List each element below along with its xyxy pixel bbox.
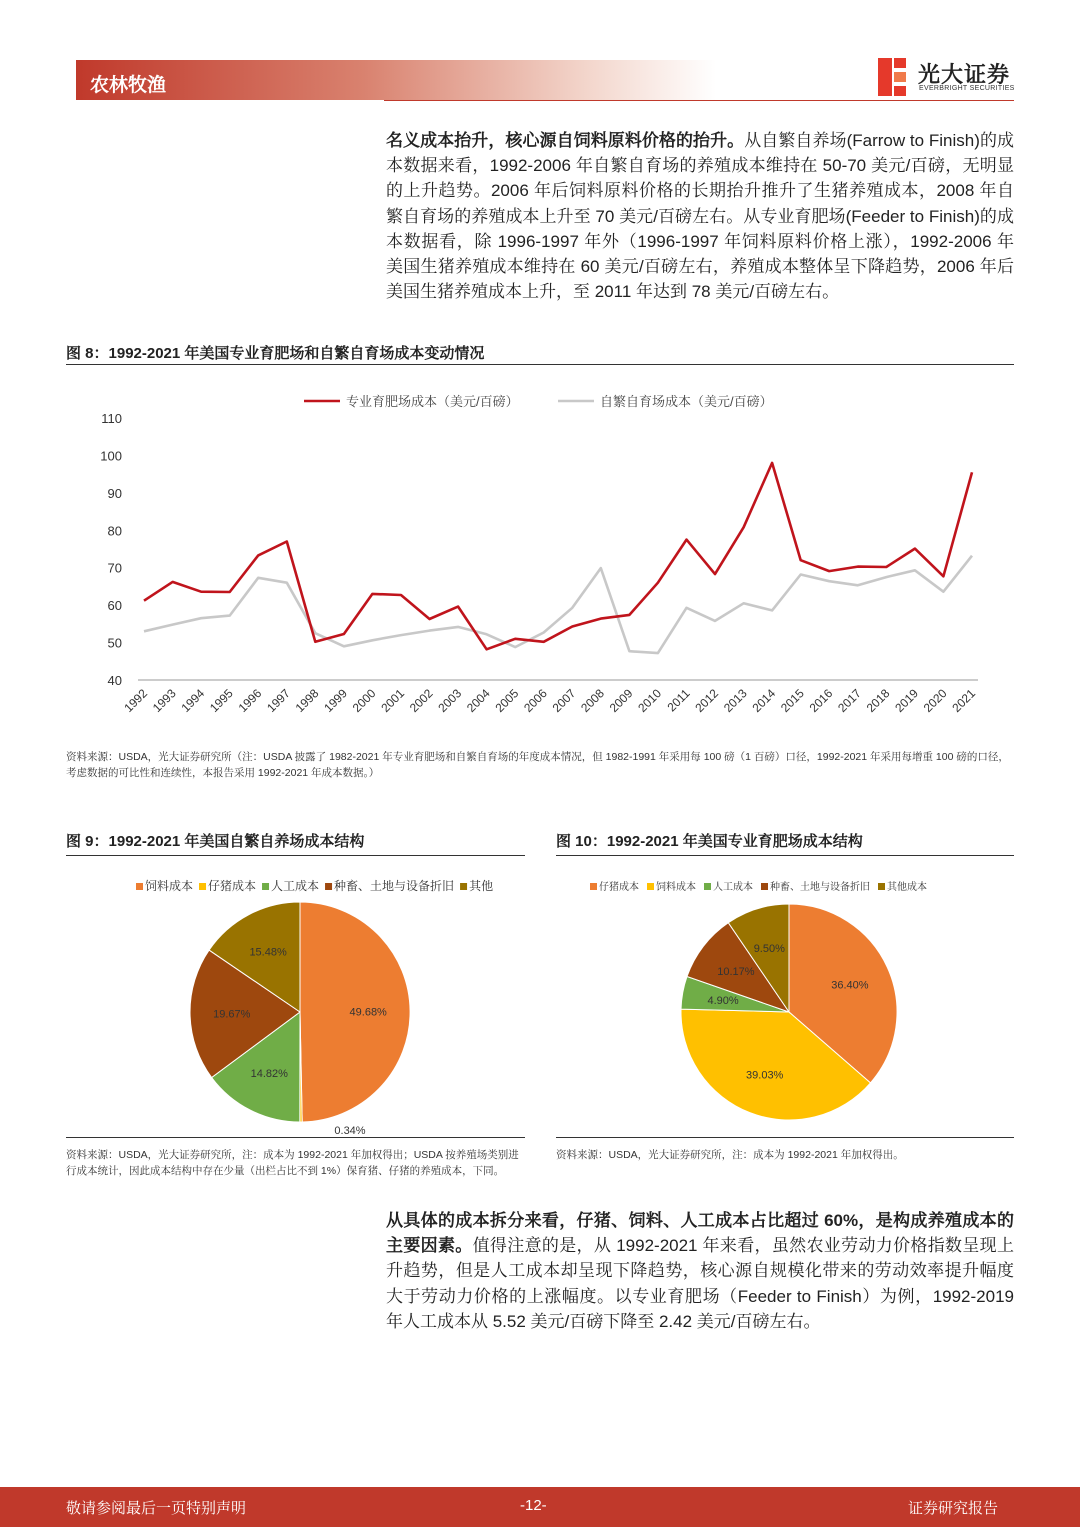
x-tick-2004: 2004 [463,686,493,716]
x-tick-1995: 1995 [206,686,236,716]
y-tick-0: 40 [107,673,122,688]
legend-swatch-1 [199,883,206,890]
legend-swatch-1 [647,883,654,890]
header-band [76,60,716,100]
y-tick-4: 80 [107,523,122,539]
section-title: 农林牧渔 [90,75,167,96]
x-tick-2016: 2016 [806,686,836,716]
x-tick-2000: 2000 [349,686,379,716]
y-tick-1: 50 [107,635,122,651]
legend-label-4: 其他成本 [887,882,927,893]
x-tick-2005: 2005 [492,686,522,716]
x-tick-2001: 2001 [378,686,408,716]
x-tick-2009: 2009 [606,686,636,716]
x-tick-2006: 2006 [521,686,550,716]
x-tick-2018: 2018 [863,686,893,716]
legend-swatch-4 [878,883,885,890]
legend-label-3: 种畜、土地与设备折旧 [770,882,870,893]
y-tick-7: 110 [101,411,122,426]
x-tick-1999: 1999 [321,686,350,716]
fig10-source: 资料来源：USDA，光大证券研究所，注：成本为 1992-2021 年加权得出。 [556,1149,904,1161]
x-tick-1997: 1997 [264,686,293,716]
series-line-1 [144,556,972,653]
pie-label-3: 10.17% [717,966,755,979]
x-tick-2013: 2013 [720,686,750,716]
x-tick-2003: 2003 [435,686,465,716]
footer-disclaimer: 敬请参阅最后一页特别声明 [66,1500,247,1517]
legend-label-1: 自繁自育场成本（美元/百磅） [600,394,773,409]
x-tick-2021: 2021 [949,686,979,716]
fig8-source: 资料来源：USDA，光大证券研究所（注：USDA 披露了 1982-2021 年专业育肥场和自繁自育场的年度成本情况，但 1982-1991 年采用每 100 磅（1 百磅）口径，1992-2021 年采用每增重 100 磅的口径，考虑数据的可比性和连续性，本报告采用 1992-2021 年成本数据。） [66,751,1009,779]
pie-label-0: 49.68% [349,1006,387,1019]
page-number: -12- [520,1497,547,1514]
legend-label-0: 饲料成本 [145,879,194,893]
x-tick-2010: 2010 [635,686,665,716]
legend-swatch-3 [761,883,768,890]
logo-name: 光大证券 [918,62,1011,87]
x-tick-2002: 2002 [406,686,436,716]
fig10-pie-chart [556,870,1014,1135]
x-tick-2020: 2020 [920,686,950,716]
legend-label-1: 饲料成本 [656,882,696,893]
fig9-pie-chart [66,870,525,1135]
paragraph-1-body: 从自繁自养场(Farrow to Finish)的成本数据来看，1992-2006 年自繁自育场的养殖成本维持在 50-70 美元/百磅，无明显的上升趋势。2006 年后饲料原料价格的长期抬升推升了生猪养殖成本，2008 年自繁自育场的养殖成本上升至 70 美元/百磅左右。从专业育肥场(Feeder to Finish)的成本数据看，除 1996-1997 年外（1996-1997 年饲料原料价格上涨），1992-2006 年美国生猪养殖成本维持在 60 美元/百磅左右，养殖成本整体呈下降趋势，2006 年后美国生猪养殖成本上升，至 2011 年达到 78 美元/百磅左右。 [386,131,1015,302]
fig8-title: 图 8：1992-2021 年美国专业育肥场和自繁自育场成本变动情况 [66,345,485,362]
pie-label-0: 36.40% [831,979,869,992]
pie-label-2: 4.90% [707,994,739,1007]
fig10-divider [556,855,1014,856]
pie-label-4: 15.48% [249,946,287,959]
x-tick-2015: 2015 [778,686,807,716]
legend-label-0: 仔猪成本 [599,882,639,893]
y-tick-2: 60 [107,598,122,614]
x-tick-1993: 1993 [149,686,179,716]
footer-report-type: 证券研究报告 [908,1500,999,1517]
paragraph-2-body: 值得注意的是，从 1992-2021 年来看，虽然农业劳动力价格指数呈现上升趋势，但是人工成本却呈现下降趋势，核心源自规模化带来的劳动效率提升幅度大于劳动力价格的上涨幅度。以专业育肥场（Feeder to Finish）为例，1992-2019 年人工成本从 5.52 美元/百磅下降至 2.42 美元/百磅左右。 [386,1236,1015,1331]
pie-label-4: 9.50% [753,943,785,955]
logo-english: EVERBRIGHT SECURITIES [919,85,1015,92]
paragraph-2 [386,1208,1014,1334]
paragraph-1 [386,128,1014,304]
x-tick-1992: 1992 [121,686,151,716]
x-tick-2012: 2012 [692,686,722,716]
paragraph-1-lead: 名义成本抬升，核心源自饲料原料价格的抬升。 [386,131,745,150]
fig9-bottom-divider [66,1137,525,1138]
fig9-title: 图 9：1992-2021 年美国自繁自养场成本结构 [66,833,365,850]
paragraph-2-lead: 从具体的成本拆分来看，仔猪、饲料、人工成本占比超过 60%，是构成养殖成本的主要因素。 [386,1211,1014,1256]
pie-label-3: 19.67% [213,1008,251,1021]
legend-swatch-0 [136,883,143,890]
legend-swatch-2 [262,883,269,890]
pie-label-2: 14.82% [250,1067,288,1080]
fig9-source: 资料来源：USDA，光大证券研究所，注：成本为 1992-2021 年加权得出；USDA 按养殖场类别进行成本统计，因此成本结构中存在少量（出栏占比不到 1%）保育猪、仔猪的养殖成本，下同。 [66,1149,519,1177]
x-tick-2019: 2019 [892,686,922,716]
legend-swatch-0 [590,883,597,890]
pie-label-1: 0.34% [334,1125,366,1135]
fig8-divider [66,364,1014,365]
x-tick-2008: 2008 [578,686,607,716]
x-tick-2017: 2017 [835,686,864,716]
y-tick-5: 90 [107,485,122,501]
fig9-divider [66,855,525,856]
legend-label-3: 种畜、土地与设备折旧 [334,879,455,893]
fig10-bottom-divider [556,1137,1014,1138]
legend-label-2: 人工成本 [713,882,753,893]
legend-swatch-2 [704,883,711,890]
legend-swatch-4 [460,883,467,890]
x-tick-1998: 1998 [292,686,322,716]
x-tick-1996: 1996 [235,686,265,716]
legend-label-1: 仔猪成本 [208,879,257,893]
header-divider [384,100,1014,101]
legend-label-4: 其他 [469,879,494,893]
x-tick-2011: 2011 [664,686,693,715]
fig10-title: 图 10：1992-2021 年美国专业育肥场成本结构 [556,833,863,850]
pie-label-1: 39.03% [746,1069,784,1082]
x-tick-2007: 2007 [549,686,579,716]
legend-label-0: 专业育肥场成本（美元/百磅） [346,394,519,409]
legend-swatch-3 [325,883,332,890]
x-tick-2014: 2014 [749,686,779,716]
y-tick-6: 100 [100,448,122,464]
y-tick-3: 70 [107,560,122,576]
legend-label-2: 人工成本 [271,879,320,893]
fig8-line-chart [66,380,1014,730]
x-tick-1994: 1994 [178,686,208,716]
